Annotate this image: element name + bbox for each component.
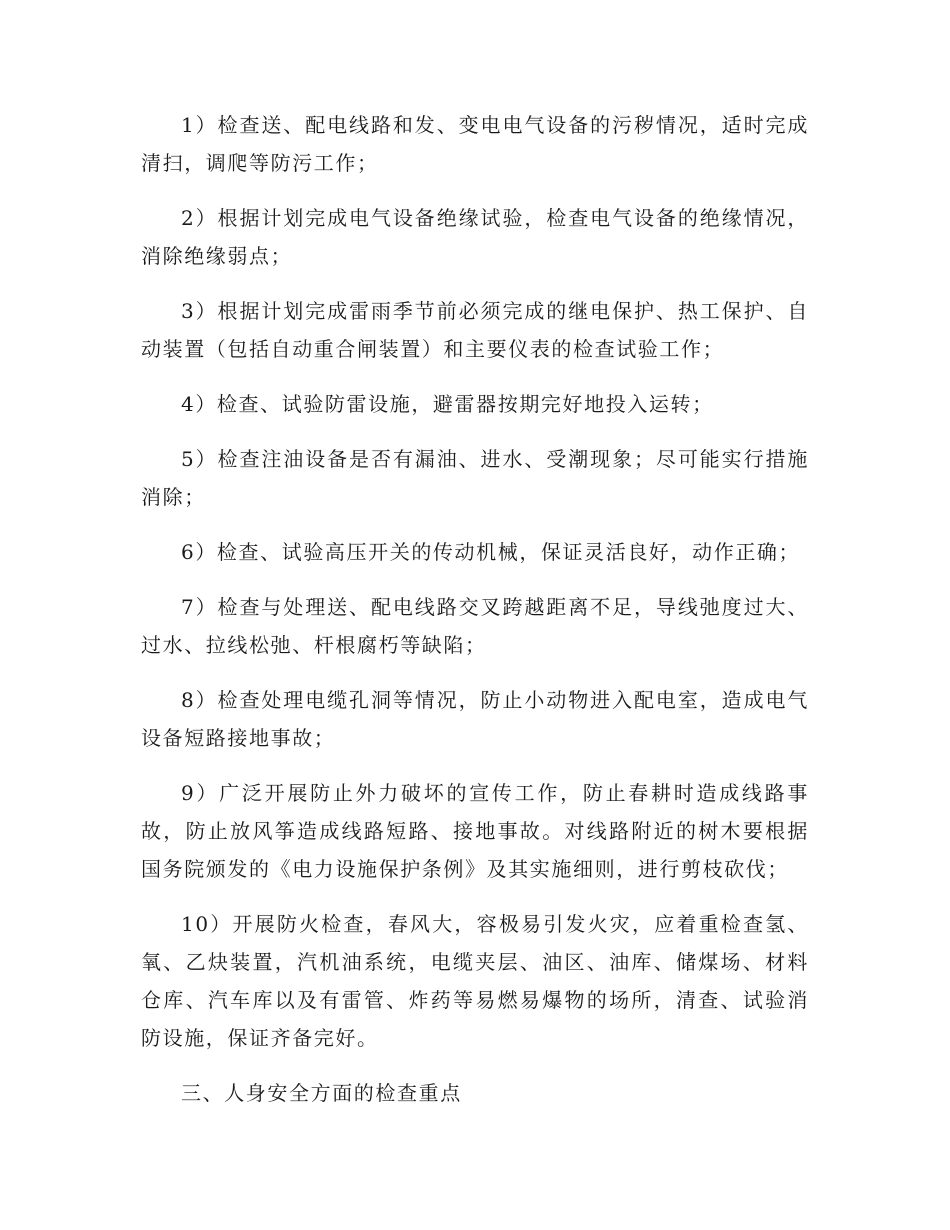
document-body xyxy=(141,106,809,1112)
paragraph-item-6: 6）检查、试验高压开关的传动机械，保证灵活良好，动作正确； xyxy=(181,540,801,564)
paragraph-item-4: 4）检查、试验防雷设施，避雷器按期完好地投入运转； xyxy=(181,392,714,416)
paragraph-item-1: 1）检查送、配电线路和发、变电电气设备的污秽情况，适时完成清扫，调爬等防污工作； xyxy=(141,113,809,175)
paragraph-item-9: 9）广泛开展防止外力破坏的宣传工作，防止春耕时造成线路事故，防止放风筝造成线路短路、接地事故。对线路附近的树木要根据国务院颁发的《电力设施保护条例》及其实施细则，进行剪枝砍伐； xyxy=(141,781,809,881)
paragraph-item-7: 7）检查与处理送、配电线路交叉跨越距离不足，导线弛度过大、过水、拉线松弛、杆根腐朽等缺陷； xyxy=(141,595,809,657)
section-heading: 三、人身安全方面的检查重点 xyxy=(181,1081,462,1105)
paragraph-item-10: 10）开展防火检查，春风大，容极易引发火灾，应着重检查氢、氧、乙炔装置，汽机油系统，电缆夹层、油区、油库、储煤场、材料仓库、汽车库以及有雷管、炸药等易燃易爆物的场所，清查、试验消防设施，保证齐备完好。 xyxy=(141,912,809,1050)
paragraph-item-8: 8）检查处理电缆孔洞等情况，防止小动物进入配电室，造成电气设备短路接地事故； xyxy=(141,688,809,750)
paragraph-item-5: 5）检查注油设备是否有漏油、进水、受潮现象；尽可能实行措施消除； xyxy=(141,447,809,509)
paragraph-item-2: 2）根据计划完成电气设备绝缘试验，检查电气设备的绝缘情况，消除绝缘弱点； xyxy=(141,206,809,268)
paragraph-item-3: 3）根据计划完成雷雨季节前必须完成的继电保护、热工保护、自动装置（包括自动重合闸装置）和主要仪表的检查试验工作； xyxy=(141,299,809,361)
